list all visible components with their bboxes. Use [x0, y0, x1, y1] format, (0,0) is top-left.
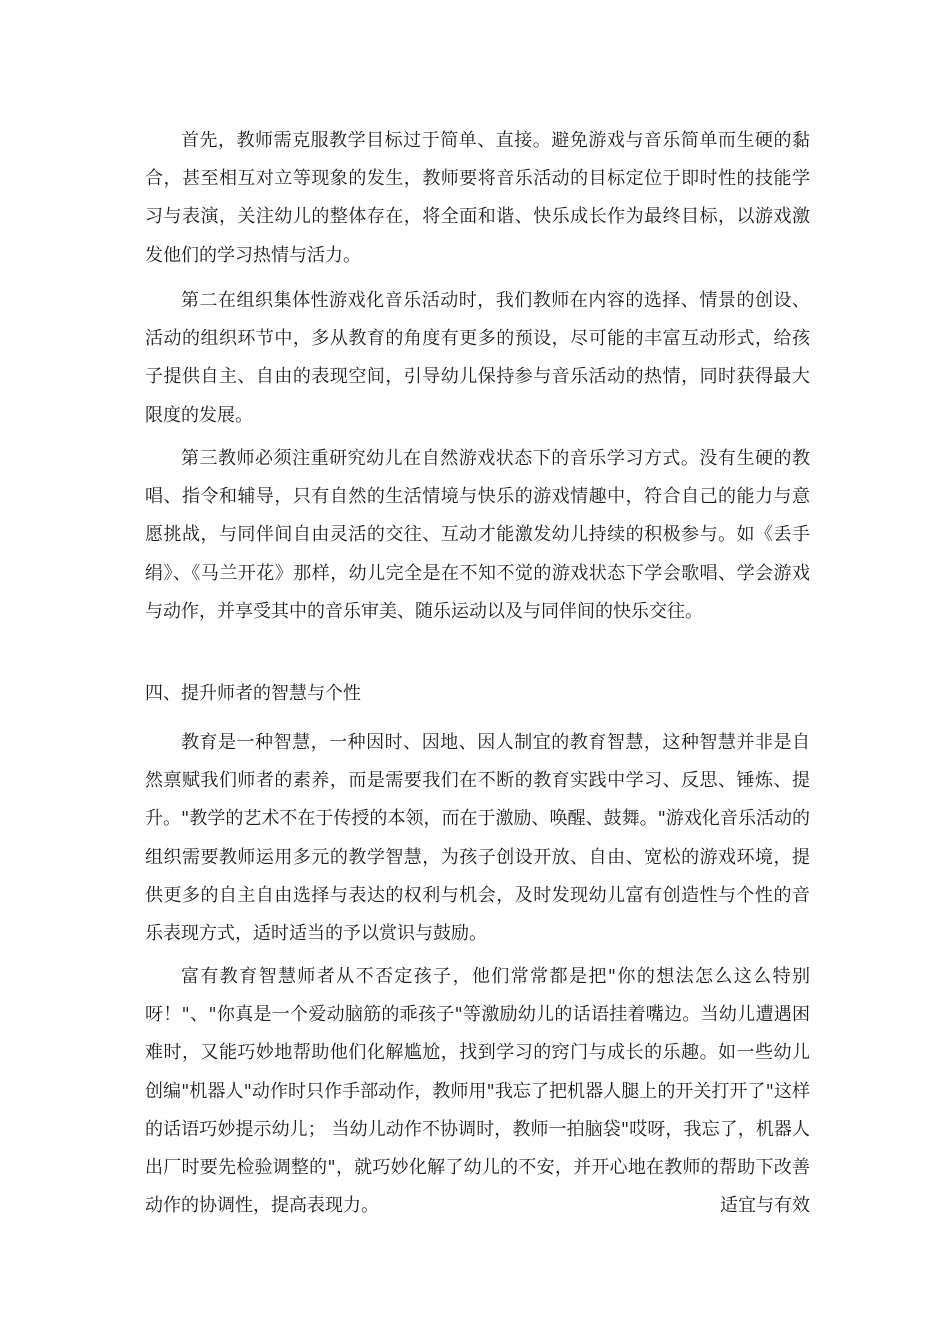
- section-heading-four: 四、提升师者的智慧与个性: [145, 683, 361, 704]
- paragraph-encouragement: [145, 958, 810, 1225]
- paragraph-goals: 首先，教师需克服教学目标过于简单、直接。避免游戏与音乐简单而生硬的黏合，甚至相互对立等现象的发生，教师要将音乐活动的目标定位于即时性的技能学习与表演，关注幼儿的整体存在，将全面和谐、快乐成长作为最终目标，以游戏激发他们的学习热情与活力。: [145, 130, 810, 266]
- paragraph-teaching-wisdom: 教育是一种智慧，一种因时、因地、因人制宜的教育智慧，这种智慧并非是自然禀赋我们师者的素养，而是需要我们在不断的教育实践中学习、反思、锤炼、提升。"教学的艺术不在于传授的本领，而在于激励、唤醒、鼓舞。"游戏化音乐活动的组织需要教师运用多元的教学智慧，为孩子创设开放、自由、宽松的游戏环境，提供更多的自主自由选择与表达的权利与机会，及时发现幼儿富有创造性与个性的音乐表现方式，适时适当的予以赏识与鼓励。: [145, 732, 810, 945]
- paragraph-natural-play: 第三教师必须注重研究幼儿在自然游戏状态下的音乐学习方式。没有生硬的教唱、指令和辅导，只有自然的生活情境与快乐的游戏情趣中，符合自己的能力与意愿挑战，与同伴间自由灵活的交往、互动才能激发幼儿持续的积极参与。如《丢手绢》、《马兰开花》那样，幼儿完全是在不知不觉的游戏状态下学会歌唱、学会游戏与动作，并享受其中的音乐审美、随乐运动以及与同伴间的快乐交往。: [145, 448, 810, 622]
- paragraph-trailing-text: 适宜与有效: [720, 1195, 810, 1217]
- paragraph-encouragement-text: 富有教育智慧师者从不否定孩子，他们常常都是把"你的想法怎么这么特别呀！"、"你真是一个爱动脑筋的乖孩子"等激励幼儿的话语挂着嘴边。当幼儿遭遇困难时，又能巧妙地帮助他们化解尴尬，找到学习的窍门与成长的乐趣。如一些幼儿创编"机器人"动作时只作手部动作，教师用"我忘了把机器人腿上的开关打开了"这样的话语巧妙提示幼儿； 当幼儿动作不协调时，教师一拍脑袋"哎呀，我忘了，机器人出厂时要先检验调整的"，就巧妙化解了幼儿的不安，并开心地在教师的帮助下改善动作的协调性，提高表现力。: [145, 966, 810, 1217]
- paragraph-collective-activity: 第二在组织集体性游戏化音乐活动时，我们教师在内容的选择、情景的创设、活动的组织环节中，多从教育的角度有更多的预设，尽可能的丰富互动形式，给孩子提供自主、自由的表现空间，引导幼儿保持参与音乐活动的热情，同时获得最大限度的发展。: [145, 290, 810, 426]
